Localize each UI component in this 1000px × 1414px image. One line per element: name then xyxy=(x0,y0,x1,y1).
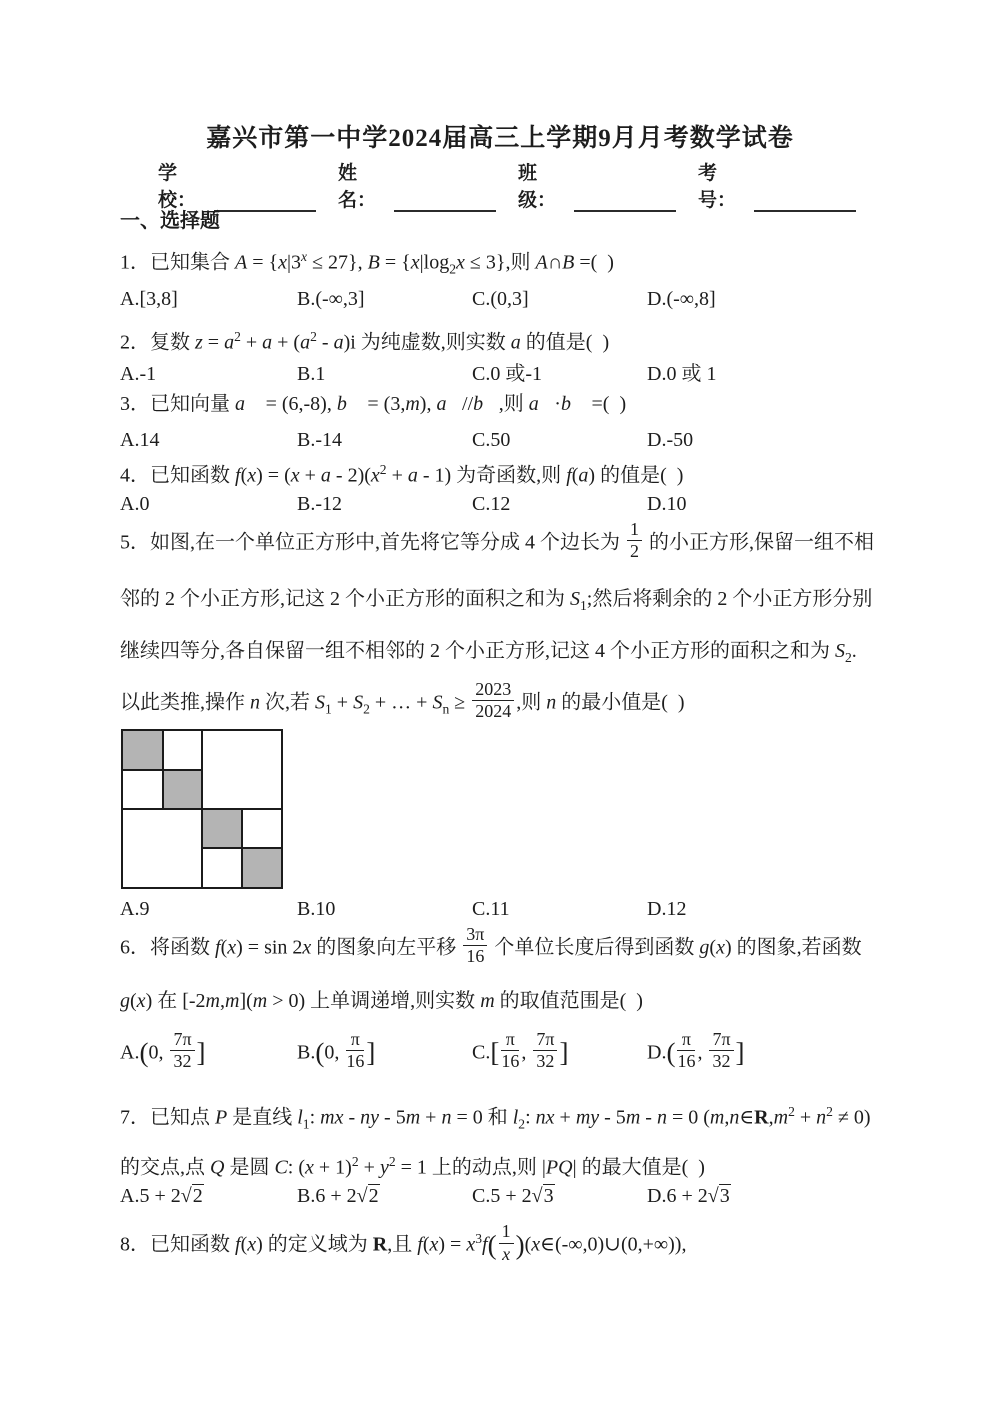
shaded-square-upper-middle xyxy=(163,770,203,809)
figure-topleft-quadrant-hline xyxy=(123,769,202,771)
q2-option-d: D.0 或 1 xyxy=(647,363,717,385)
q5-option-d: D.12 xyxy=(647,898,687,920)
shaded-square-bottom-right xyxy=(242,848,282,887)
question-2-text: 2．复数 $z = a^2 + a + (a^2 - a)i$ 为纯虚数,则实数 a 的值是( ) xyxy=(120,329,610,354)
question-6-text-line1: 6．将函数 f(x) = sin 2x 的图象向左平移 $\frac{3\pi}{16}$ 个单位长度后得到函数 g(x) 的图象,若函数 xyxy=(120,924,862,967)
q2-option-c: C.0 或-1 xyxy=(472,363,542,385)
q2-option-b: B.1 xyxy=(297,363,326,385)
q1-option-a: A.[3,8] xyxy=(120,288,178,310)
class-field xyxy=(518,158,676,212)
name-field xyxy=(338,158,496,212)
question-8-text: 8．已知函数 f(x) 的定义域为 R,且 $f(x) = x^3f$( $\frac{1}{x}$ )(x∈(-∞,0)∪(0,+∞)), xyxy=(120,1221,687,1264)
page-title: 嘉兴市第一中学2024届高三上学期9月月考数学试卷 xyxy=(206,125,794,152)
shaded-square-lower-middle xyxy=(202,809,242,848)
q3-option-b: B.-14 xyxy=(297,429,342,451)
q6-option-a: A.(0, $\frac{7\pi}{32}$ ] xyxy=(120,1029,206,1072)
q3-option-d: D.-50 xyxy=(647,429,694,451)
q7-option-c: C.5 + 2√3 xyxy=(472,1185,554,1207)
question-6-text-line2: g(x) 在 [-2m,m](m > 0) 上单调递增,则实数 m 的取值范围是( ) xyxy=(120,990,643,1012)
q5-option-a: A.9 xyxy=(120,898,150,920)
section-title-choice: 一、选择题 xyxy=(120,210,220,232)
question-7-options xyxy=(120,1180,895,1213)
q6-option-b: B.(0, $\frac{\pi}{16}$ ] xyxy=(297,1029,376,1072)
student-info-row xyxy=(158,158,878,212)
question-1-text: 1．已知集合 $A = \{x|3^x \le 27\}$, $B = \{x|\log_2x \le 3\}$,则 A∩B =( ) xyxy=(120,249,614,277)
question-5-options xyxy=(120,893,895,926)
q6-option-d: D.( $\frac{\pi}{16}$ , $\frac{7\pi}{32}$ ] xyxy=(647,1029,745,1072)
shaded-square-top-left xyxy=(123,731,163,770)
question-7-text-line1: 7．已知点 P 是直线 $l_1$: mx - ny - 5m + n = 0 和 $l_2$: nx + my - 5m - n = 0 $(m,n\in R,m^2 + n^2 \ne 0)$ xyxy=(120,1104,871,1132)
q5-option-c: C.11 xyxy=(472,898,510,920)
q4-option-a: A.0 xyxy=(120,493,150,515)
question-5-text-line3: 继续四等分,各自保留一组不相邻的 2 个小正方形,记这 4 个小正方形的面积之和为 $S_2$. xyxy=(120,640,857,665)
question-1-options xyxy=(120,283,895,316)
q4-option-b: B.-12 xyxy=(297,493,342,515)
q4-option-d: D.10 xyxy=(647,493,687,515)
exam-number-field xyxy=(698,158,856,212)
q1-option-d: D.(-∞,8] xyxy=(647,288,716,310)
q3-option-c: C.50 xyxy=(472,429,511,451)
class-label: 班级： xyxy=(518,163,557,211)
q4-option-c: C.12 xyxy=(472,493,511,515)
question-5-text-line4: 以此类推,操作 n 次,若 $S_1 + S_2$ + … + $S_n$ ≥ $\frac{2023}{2024}$ ,则 n 的最小值是( ) xyxy=(120,679,685,722)
q6-option-c: C.[ $\frac{\pi}{16}$ , $\frac{7\pi}{32}$ ] xyxy=(472,1029,569,1072)
question-6-options xyxy=(120,1030,895,1072)
name-label: 姓名： xyxy=(338,163,377,211)
q1-option-b: B.(-∞,3] xyxy=(297,288,365,310)
question-2-options xyxy=(120,358,895,391)
q7-option-a: A.5 + 2√2 xyxy=(120,1185,203,1207)
question-4-options xyxy=(120,488,895,521)
question-3-text: 3．已知向量 a⃗ = (6,-8), b⃗ = (3,m), a⃗//b⃗,则 a⃗·b⃗ =( ) xyxy=(120,393,627,415)
q2-option-a: A.-1 xyxy=(120,363,157,385)
figure-bottomright-quadrant-hline xyxy=(202,847,281,849)
question-5-text-line2: 邻的 2 个小正方形,记这 2 个小正方形的面积之和为 $S_1$;然后将剩余的 2 个小正方形分别 xyxy=(120,588,873,613)
school-label: 学校： xyxy=(158,163,197,211)
figure-horizontal-mid-line xyxy=(123,808,281,810)
question-7-text-line2: 的交点,点 Q 是圆 C: $(x + 1)^2 + y^2 = 1$ 上的动点,则 |PQ| 的最大值是( ) xyxy=(120,1154,705,1179)
q1-option-c: C.(0,3] xyxy=(472,288,529,310)
unit-square-figure xyxy=(121,729,283,889)
q7-option-b: B.6 + 2√2 xyxy=(297,1185,379,1207)
q3-option-a: A.14 xyxy=(120,429,160,451)
question-4-text: 4．已知函数 $f(x) = (x + a - 2)(x^2 + a - 1)$ 为奇函数,则 f(a) 的值是( ) xyxy=(120,462,684,487)
q5-option-b: B.10 xyxy=(297,898,336,920)
q7-option-d: D.6 + 2√3 xyxy=(647,1185,730,1207)
school-field xyxy=(158,158,316,212)
question-5-text-line1: 5．如图,在一个单位正方形中,首先将它等分成 4 个边长为 $\frac{1}{2}$ 的小正方形,保留一组不相 xyxy=(120,519,874,562)
exam-number-label: 考号： xyxy=(698,163,737,211)
